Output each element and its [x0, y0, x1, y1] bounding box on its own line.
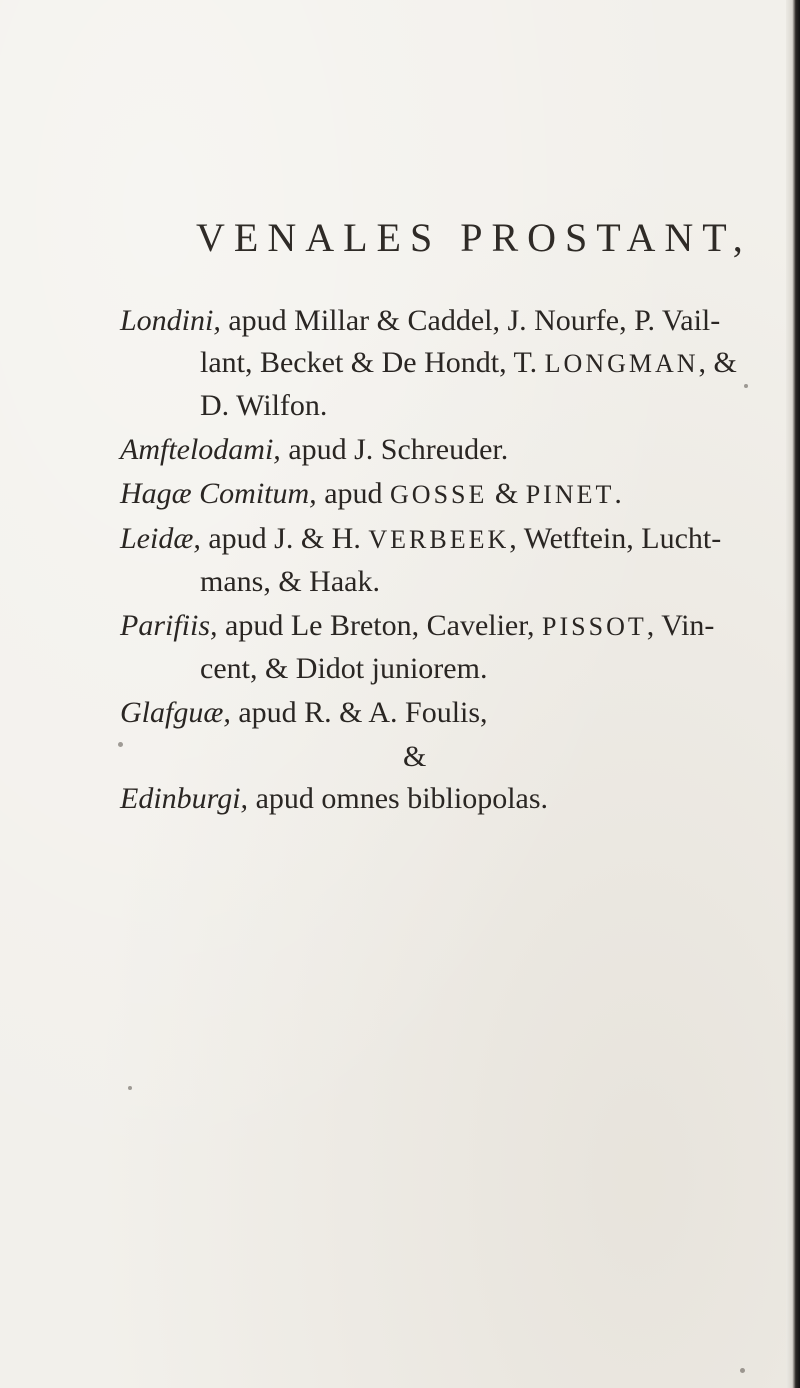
- ink-speck: [128, 1086, 132, 1090]
- imprint-entry-glasgow: [120, 692, 800, 734]
- imprint-entry-paris: [120, 605, 800, 690]
- place-name: Parifiis,: [120, 609, 218, 642]
- place-name: Leidæ,: [120, 522, 201, 555]
- small-caps-name: GOSSE: [390, 480, 488, 509]
- page-heading: VENALES PROSTANT,: [196, 215, 752, 260]
- place-name: Glafguæ,: [120, 696, 231, 729]
- place-name: Londini,: [120, 304, 221, 337]
- imprint-entry-edinburgh: [120, 778, 800, 820]
- entry-text: &: [487, 477, 526, 510]
- small-caps-name: VERBEEK: [368, 525, 510, 554]
- entry-text: apud: [316, 477, 391, 510]
- entry-text: lant, Becket & De Hondt, T.: [200, 346, 545, 379]
- place-name: Hagæ Comitum,: [120, 477, 317, 510]
- place-name: Edinburgi,: [120, 782, 249, 815]
- imprint-entry-hague: [120, 473, 800, 516]
- entry-text: apud J. & H.: [200, 522, 369, 555]
- ampersand-line: &: [403, 740, 427, 773]
- entry-text: , Vin-: [646, 609, 715, 642]
- entry-continuation: cent, & Didot juniorem.: [200, 652, 488, 685]
- small-caps-name: PINET: [525, 480, 615, 509]
- imprint-entry-amsterdam: [120, 429, 800, 471]
- entry-text: .: [614, 477, 622, 510]
- entry-text: apud R. & A. Foulis,: [230, 696, 488, 729]
- entry-text: apud Le Breton, Cavelier,: [217, 609, 543, 642]
- entry-continuation: [160, 342, 800, 385]
- entry-text: apud Millar & Caddel, J. Nourfe, P. Vail-: [220, 304, 721, 337]
- ink-speck: [740, 1368, 745, 1373]
- place-name: Amftelodami,: [120, 433, 281, 466]
- small-caps-name: LONGMAN: [544, 349, 699, 378]
- imprint-entry-leiden: [120, 518, 800, 603]
- imprint-entry-london: [120, 300, 800, 427]
- imprint-list: [120, 300, 800, 822]
- entry-text: apud J. Schreuder.: [280, 433, 509, 466]
- entry-text: , &: [698, 346, 737, 379]
- entry-continuation: mans, & Haak.: [200, 565, 380, 598]
- entry-continuation: D. Wilfon.: [200, 389, 328, 422]
- entry-text: apud omnes bibliopolas.: [248, 782, 549, 815]
- small-caps-name: PISSOT: [542, 612, 647, 641]
- entry-text: , Wetftein, Lucht-: [509, 522, 722, 555]
